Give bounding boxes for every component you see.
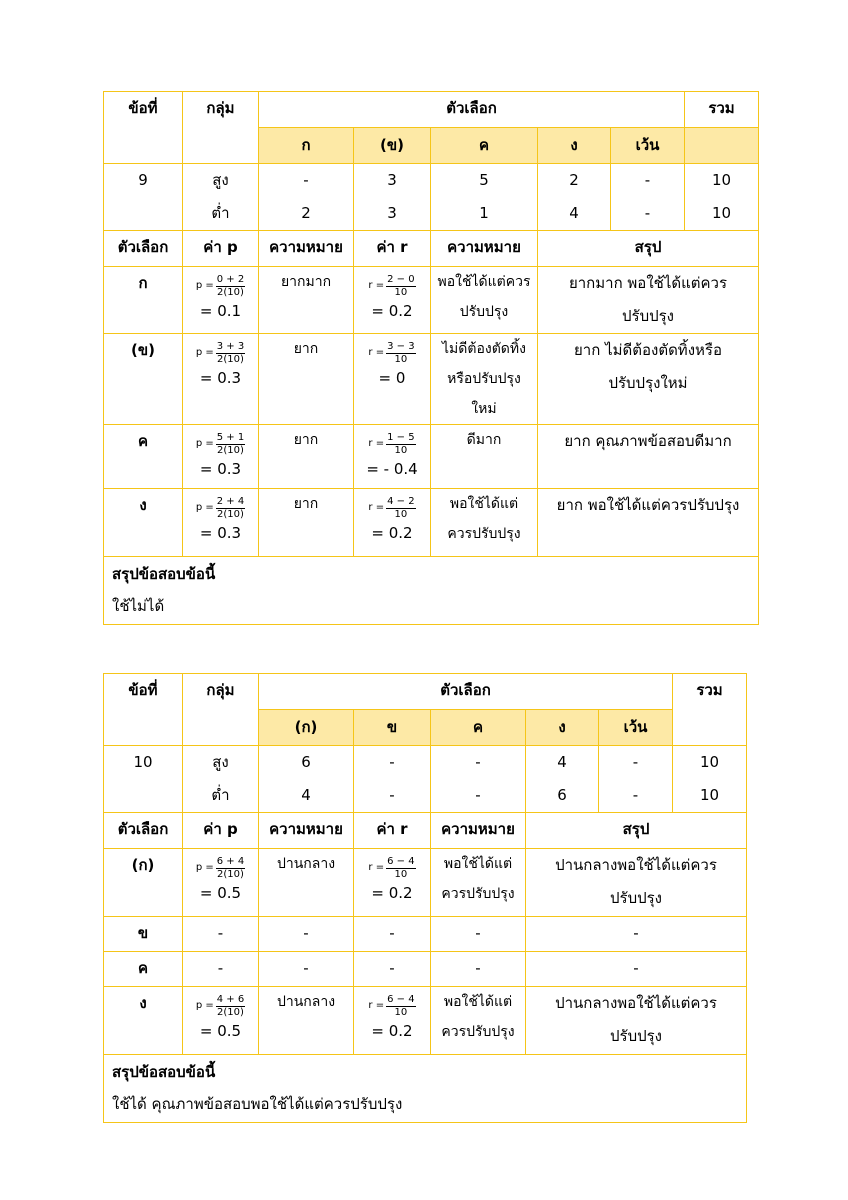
- p-meaning: ปานกลาง: [259, 849, 354, 917]
- summary-text: ใช้ได้ คุณภาพข้อสอบพอใช้ได้แต่ควรปรับปรุง: [112, 1095, 403, 1113]
- h2-option: ตัวเลือก: [104, 231, 183, 267]
- h2-option: ตัวเลือก: [104, 813, 183, 849]
- option-label: ง: [104, 987, 183, 1055]
- low-label: ต่ำ: [211, 204, 230, 222]
- p-meaning: ปานกลาง: [259, 987, 354, 1055]
- count-cell: - -: [431, 746, 526, 813]
- header-group: กลุ่ม: [183, 92, 259, 164]
- p-meaning: ยากมาก: [259, 267, 354, 334]
- header-choices: ตัวเลือก: [259, 92, 685, 128]
- row-summary: ปานกลางพอใช้ได้แต่ควรปรับปรุง: [526, 849, 747, 917]
- choice-header: (ข): [354, 128, 431, 164]
- choice-header: ข: [354, 710, 431, 746]
- r-meaning: ดีมาก: [431, 425, 538, 489]
- p-formula: p = $\frac{2 + 4}{2(10)}$ = 0.3: [183, 489, 259, 557]
- item-summary: [104, 1055, 747, 1123]
- table-row: [104, 489, 759, 557]
- h2-r: ค่า r: [354, 231, 431, 267]
- choice-header: เว้น: [599, 710, 673, 746]
- item-summary: [104, 557, 759, 625]
- p-formula: p = $\frac{5 + 1}{2(10)}$ = 0.3: [183, 425, 259, 489]
- h2-p: ค่า p: [183, 813, 259, 849]
- r-formula: r = $\frac{1 - 5}{10}$ = - 0.4: [354, 425, 431, 489]
- summary-title: สรุปข้อสอบข้อนี้: [112, 1063, 216, 1081]
- h2-p: ค่า p: [183, 231, 259, 267]
- p-formula: p = $\frac{3 + 3}{2(10)}$ = 0.3: [183, 334, 259, 425]
- r-meaning: พอใช้ได้แต่ควรปรับปรุง: [431, 267, 538, 334]
- count-cell: 2 4: [538, 164, 611, 231]
- table-row: [104, 987, 747, 1055]
- h2-summary: สรุป: [538, 231, 759, 267]
- table-row: [104, 952, 747, 987]
- count-cell: 5 1: [431, 164, 538, 231]
- item-9-table: [103, 91, 759, 625]
- item-number: 10: [104, 746, 183, 813]
- header-group: กลุ่ม: [183, 674, 259, 746]
- count-cell: 3 3: [354, 164, 431, 231]
- total-cell: 10 10: [685, 164, 759, 231]
- h2-r-meaning: ความหมาย: [431, 813, 526, 849]
- table-row: [104, 334, 759, 425]
- dash-cell: -: [183, 952, 259, 987]
- option-label: ค: [104, 952, 183, 987]
- option-label: (ข): [104, 334, 183, 425]
- r-formula: r = $\frac{6 - 4}{10}$ = 0.2: [354, 849, 431, 917]
- p-formula: p = $\frac{0 + 2}{2(10)}$ = 0.1: [183, 267, 259, 334]
- count-cell: - 2: [259, 164, 354, 231]
- dash-cell: -: [183, 917, 259, 952]
- row-summary: ยาก พอใช้ได้แต่ควรปรับปรุง: [538, 489, 759, 557]
- table-row: [104, 849, 747, 917]
- count-cell: 6 4: [259, 746, 354, 813]
- item-10-table: [103, 673, 747, 1123]
- high-label: สูง: [212, 753, 229, 771]
- r-meaning: พอใช้ได้แต่ควรปรับปรุง: [431, 849, 526, 917]
- header-item: ข้อที่: [104, 674, 183, 746]
- choice-header: เว้น: [611, 128, 685, 164]
- table-row: [104, 267, 759, 334]
- count-cell: - -: [611, 164, 685, 231]
- dash-cell: -: [354, 917, 431, 952]
- header-item: ข้อที่: [104, 92, 183, 164]
- dash-cell: -: [259, 917, 354, 952]
- option-label: ง: [104, 489, 183, 557]
- choice-header: ค: [431, 128, 538, 164]
- dash-cell: -: [354, 952, 431, 987]
- dash-cell: -: [526, 917, 747, 952]
- count-cell: - -: [354, 746, 431, 813]
- h2-p-meaning: ความหมาย: [259, 231, 354, 267]
- r-meaning: ไม่ดีต้องตัดทิ้งหรือปรับปรุงใหม่: [431, 334, 538, 425]
- h2-p-meaning: ความหมาย: [259, 813, 354, 849]
- row-summary: ยากมาก พอใช้ได้แต่ควรปรับปรุง: [538, 267, 759, 334]
- summary-text: ใช้ไม่ได้: [112, 597, 165, 615]
- count-cell: - -: [599, 746, 673, 813]
- low-label: ต่ำ: [211, 786, 230, 804]
- total-cell: 10 10: [673, 746, 747, 813]
- choice-header: ง: [526, 710, 599, 746]
- choice-header: (ก): [259, 710, 354, 746]
- p-formula: p = $\frac{4 + 6}{2(10)}$ = 0.5: [183, 987, 259, 1055]
- dash-cell: -: [259, 952, 354, 987]
- option-label: (ก): [104, 849, 183, 917]
- dash-cell: -: [431, 917, 526, 952]
- table-row: [104, 917, 747, 952]
- high-label: สูง: [212, 171, 229, 189]
- r-formula: r = $\frac{6 - 4}{10}$ = 0.2: [354, 987, 431, 1055]
- h2-r: ค่า r: [354, 813, 431, 849]
- p-meaning: ยาก: [259, 425, 354, 489]
- header-choices: ตัวเลือก: [259, 674, 673, 710]
- p-meaning: ยาก: [259, 489, 354, 557]
- choice-header: ง: [538, 128, 611, 164]
- table-row: [104, 425, 759, 489]
- item-number: 9: [104, 164, 183, 231]
- r-meaning: พอใช้ได้แต่ควรปรับปรุง: [431, 987, 526, 1055]
- r-formula: r = $\frac{3 - 3}{10}$ = 0: [354, 334, 431, 425]
- count-cell: 4 6: [526, 746, 599, 813]
- row-summary: ปานกลางพอใช้ได้แต่ควรปรับปรุง: [526, 987, 747, 1055]
- total-header-blank: [685, 128, 759, 164]
- header-total: รวม: [673, 674, 747, 746]
- r-formula: r = $\frac{2 - 0}{10}$ = 0.2: [354, 267, 431, 334]
- dash-cell: -: [526, 952, 747, 987]
- summary-title: สรุปข้อสอบข้อนี้: [112, 565, 216, 583]
- option-label: ก: [104, 267, 183, 334]
- r-meaning: พอใช้ได้แต่ควรปรับปรุง: [431, 489, 538, 557]
- header-total: รวม: [685, 92, 759, 128]
- choice-header: ก: [259, 128, 354, 164]
- row-summary: ยาก ไม่ดีต้องตัดทิ้งหรือปรับปรุงใหม่: [538, 334, 759, 425]
- p-meaning: ยาก: [259, 334, 354, 425]
- option-label: ข: [104, 917, 183, 952]
- r-formula: r = $\frac{4 - 2}{10}$ = 0.2: [354, 489, 431, 557]
- dash-cell: -: [431, 952, 526, 987]
- group-labels: [183, 164, 259, 231]
- h2-summary: สรุป: [526, 813, 747, 849]
- p-formula: p = $\frac{6 + 4}{2(10)}$ = 0.5: [183, 849, 259, 917]
- choice-header: ค: [431, 710, 526, 746]
- h2-r-meaning: ความหมาย: [431, 231, 538, 267]
- row-summary: ยาก คุณภาพข้อสอบดีมาก: [538, 425, 759, 489]
- group-labels: [183, 746, 259, 813]
- option-label: ค: [104, 425, 183, 489]
